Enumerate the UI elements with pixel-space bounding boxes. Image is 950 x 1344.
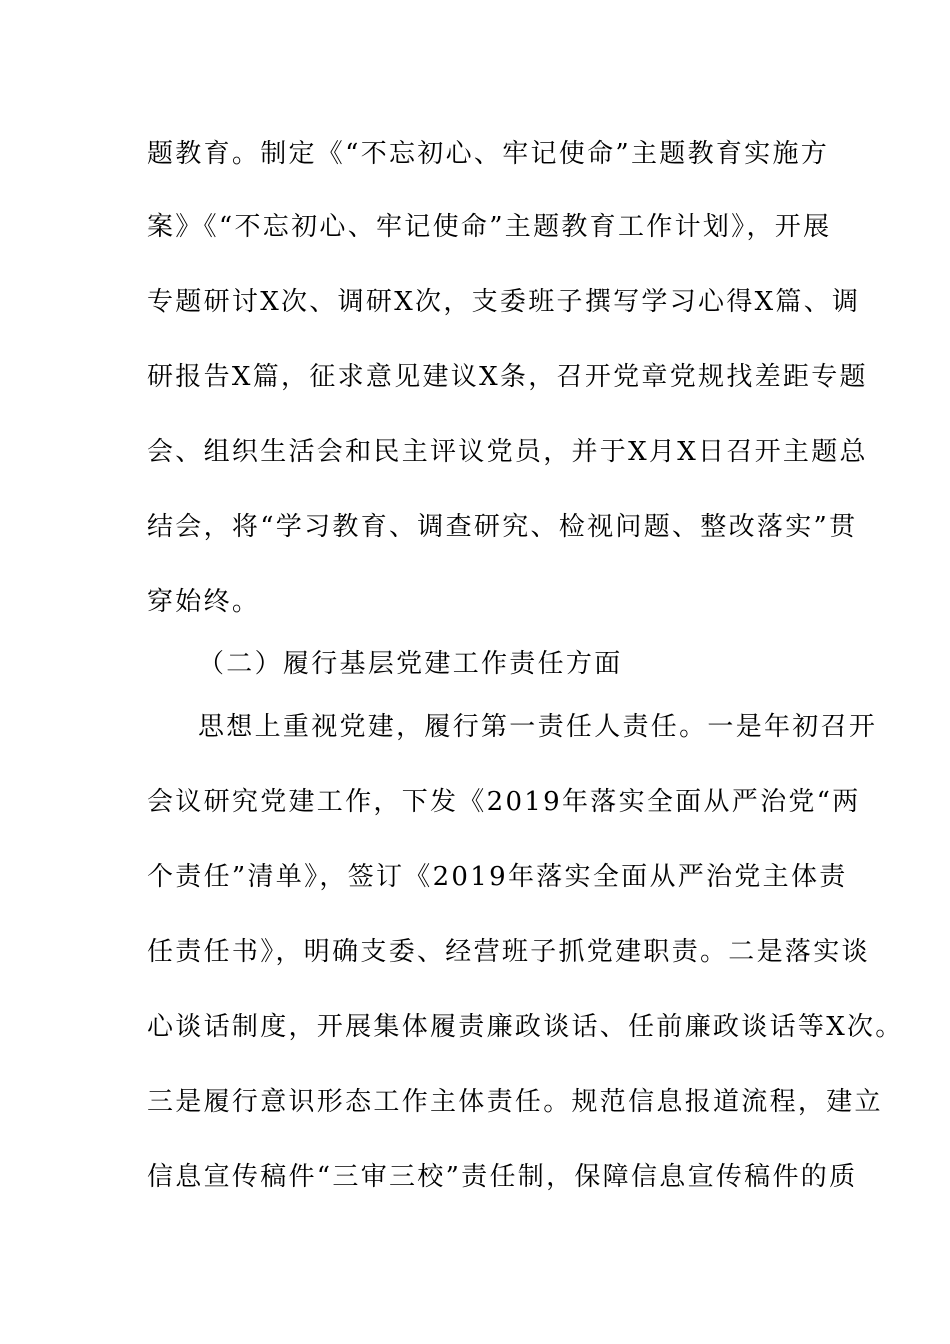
paragraph-line: 心谈话制度，开展集体履责廉政谈话、任前廉政谈话等X次。 (147, 1012, 904, 1042)
paragraph-line: 案》《“不忘初心、牢记使命”主题教育工作计划》，开展 (147, 212, 832, 242)
paragraph-line: 会、组织生活会和民主评议党员，并于X月X日召开主题总 (147, 437, 868, 467)
paragraph-line: 结会，将“学习教育、调查研究、检视问题、整改落实”贯 (147, 512, 858, 542)
paragraph-line: 个责任”清单》，签订《2019年落实全面从严治党主体责 (147, 862, 848, 892)
paragraph-line: 题教育。制定《“不忘初心、牢记使命”主题教育实施方 (147, 139, 830, 169)
paragraph-line: 研报告X篇，征求意见建议X条，召开党章党规找差距专题 (147, 362, 868, 392)
paragraph-line: 专题研讨X次、调研X次，支委班子撰写学习心得X篇、调 (147, 287, 861, 317)
paragraph-line: 三是履行意识形态工作主体责任。规范信息报道流程，建立 (147, 1087, 883, 1117)
paragraph-line: 会议研究党建工作，下发《2019年落实全面从严治党“两 (147, 787, 861, 817)
paragraph-line: 思想上重视党建，履行第一责任人责任。一是年初召开 (198, 712, 878, 742)
paragraph-line: 任责任书》，明确支委、经营班子抓党建职责。二是落实谈 (147, 937, 870, 967)
paragraph-line: 穿始终。 (147, 587, 261, 617)
paragraph-line: 信息宣传稿件“三审三校”责任制，保障信息宣传稿件的质 (147, 1162, 858, 1192)
section-heading: （二）履行基层党建工作责任方面 (198, 649, 623, 679)
